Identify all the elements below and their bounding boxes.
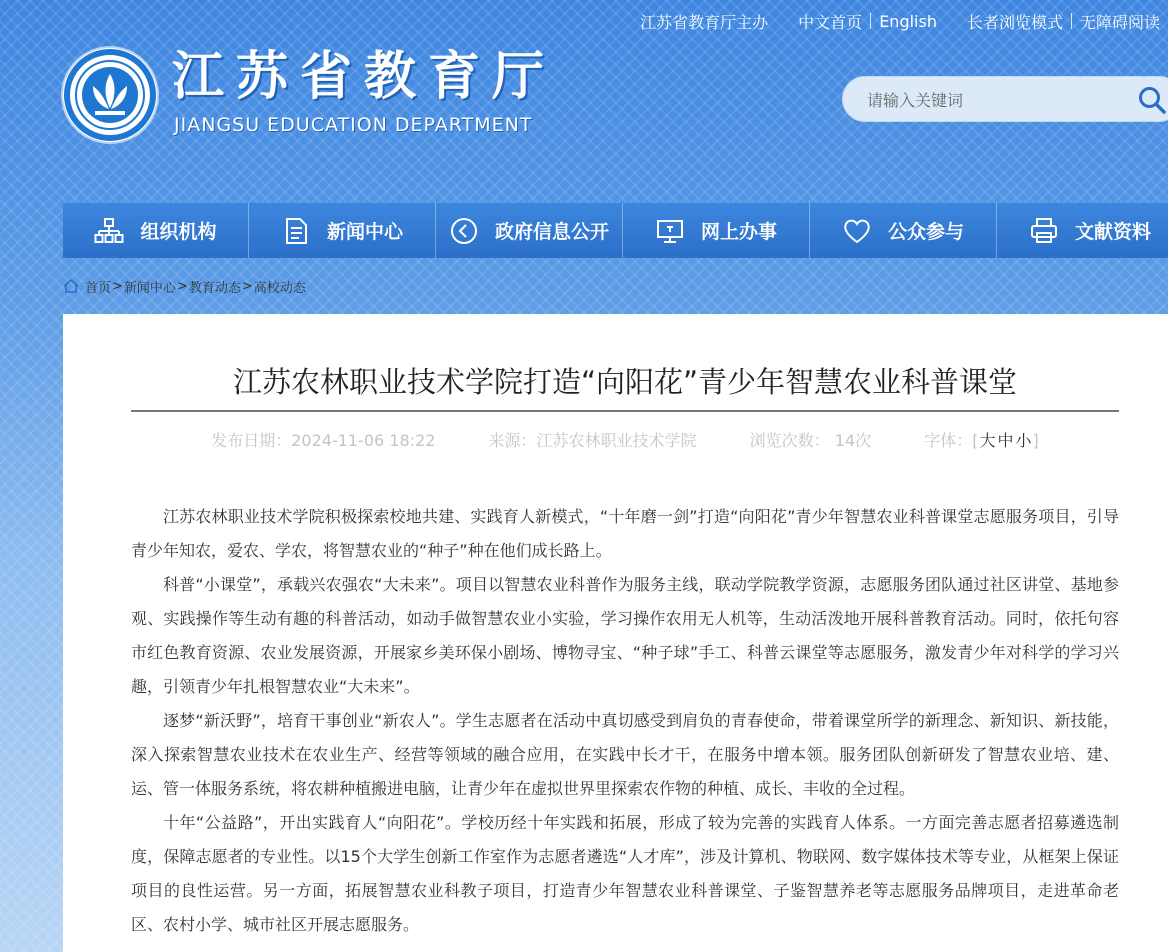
breadcrumb-home[interactable]: 首页: [85, 280, 112, 296]
article-paragraph: 江苏农林职业技术学院积极探索校地共建、实践育人新模式，“十年磨一剑”打造“向阳花”青少年智慧农业科普课堂志愿服务项目，引导青少年知农，爱农、学农，将智慧农业的“种子”种在他们成长路上。: [131, 507, 1119, 560]
bracket-open: [: [972, 431, 979, 450]
nav-item-organization[interactable]: [63, 203, 249, 258]
font-size-label: 字体：: [924, 431, 973, 450]
nav-item-online-service[interactable]: [623, 203, 810, 258]
search-input[interactable]: [865, 87, 1119, 113]
top-links: [632, 10, 1168, 32]
printer-icon: [1029, 216, 1059, 246]
breadcrumb-separator: >: [176, 278, 188, 294]
search-icon[interactable]: [1137, 85, 1167, 115]
chevron-circle-icon: [449, 216, 479, 246]
bracket-close: ]: [1032, 431, 1039, 450]
breadcrumb-news-center[interactable]: 新闻中心: [123, 280, 176, 296]
nav-item-public-participation[interactable]: [810, 203, 997, 258]
font-size-small[interactable]: 小: [1015, 431, 1032, 450]
site-subtitle: JIANGSU EDUCATION DEPARTMENT: [174, 114, 533, 136]
article-paragraph: 十年“公益路”，开出实践育人“向阳花”。学校历经十年实践和拓展，形成了较为完善的实践育人体系。一方面完善志愿者招募遴选制度，保障志愿者的专业性。以15个大学生创新工作室作为志愿者遴选“人才库”，涉及计算机、物联网、数字媒体技术等专业，从框架上保证项目的良性运营。另一方面，拓展智慧农业科教子项目，打造青少年智慧农业科普课堂、子鉴智慧养老等志愿服务品牌项目，走进革命老区、农村小学、城市社区开展志愿服务。: [131, 813, 1119, 934]
top-link-accessibility[interactable]: 无障碍阅读: [1079, 12, 1160, 32]
breadcrumb: [63, 276, 306, 296]
nav-item-gov-info[interactable]: [436, 203, 623, 258]
breadcrumb-university-news[interactable]: 高校动态: [253, 280, 306, 296]
home-icon: [63, 279, 79, 293]
nav-item-news[interactable]: [249, 203, 436, 258]
monitor-icon: [655, 216, 685, 246]
heart-icon: [842, 216, 872, 246]
view-count: 浏览次数： 14次: [749, 431, 872, 450]
article-container: [63, 314, 1168, 952]
article-paragraph: 科普“小课堂”，承载兴农强农“大未来”。项目以智慧农业科普作为服务主线，联动学院教学资源，志愿服务团队通过社区讲堂、基地参观、实践操作等生动有趣的科普活动，如动手做智慧农业小实验，学习操作农用无人机等，生动活泼地开展科普教育活动。同时，依托句容市红色教育资源、农业发展资源，开展家乡美环保小剧场、博物寻宝、“种子球”手工、科普云课堂等志愿服务，激发青少年对科学的学习兴趣，引领青少年扎根智慧农业“大未来”。: [131, 575, 1119, 696]
article-source: 来源：江苏农林职业技术学院: [488, 431, 697, 450]
font-size-switcher: [924, 431, 1039, 450]
top-link-chinese-home[interactable]: 中文首页: [798, 12, 863, 32]
org-chart-icon: [94, 216, 124, 246]
font-size-large[interactable]: 大: [979, 431, 996, 450]
search-box: [842, 76, 1168, 122]
nav-label: 新闻中心: [326, 221, 403, 243]
nav-item-documents[interactable]: [997, 203, 1168, 258]
site-logo-emblem-icon: [63, 48, 157, 142]
publish-date: 发布日期：2024-11-06 18:22: [211, 431, 436, 450]
site-logo[interactable]: [63, 48, 157, 142]
top-link-english[interactable]: English: [879, 11, 937, 31]
site-title: 江苏省教育厅: [172, 47, 557, 107]
title-divider: [131, 410, 1119, 412]
article-meta: [131, 430, 1119, 452]
nav-label: 网上办事: [700, 221, 777, 243]
breadcrumb-education-news[interactable]: 教育动态: [188, 280, 241, 296]
main-nav: [63, 203, 1168, 258]
nav-label: 公众参与: [887, 221, 964, 243]
breadcrumb-separator: >: [241, 278, 253, 294]
document-icon: [281, 216, 311, 246]
article-paragraph: 逐梦“新沃野”，培育干事创业“新农人”。学生志愿者在活动中真切感受到肩负的青春使命，带着课堂所学的新理念、新知识、新技能，深入探索智慧农业技术在农业生产、经营等领域的融合应用，在实践中长才干，在服务中增本领。服务团队创新研发了智慧农业培、建、运、管一体服务系统，将农耕种植搬进电脑，让青少年在虚拟世界里探索农作物的种植、成长、丰收的全过程。: [131, 711, 1119, 798]
font-size-medium[interactable]: 中: [997, 431, 1014, 450]
article-title: 江苏农林职业技术学院打造“向阳花”青少年智慧农业科普课堂: [232, 365, 1018, 399]
nav-label: 组织机构: [140, 221, 217, 243]
nav-label: 政府信息公开: [494, 221, 609, 243]
nav-label: 文献资料: [1074, 221, 1151, 243]
article-body: [131, 500, 1119, 942]
breadcrumb-separator: >: [112, 278, 123, 294]
top-link-elder-mode[interactable]: 长者浏览模式: [966, 12, 1063, 32]
top-link-host: 江苏省教育厅主办: [640, 12, 769, 32]
